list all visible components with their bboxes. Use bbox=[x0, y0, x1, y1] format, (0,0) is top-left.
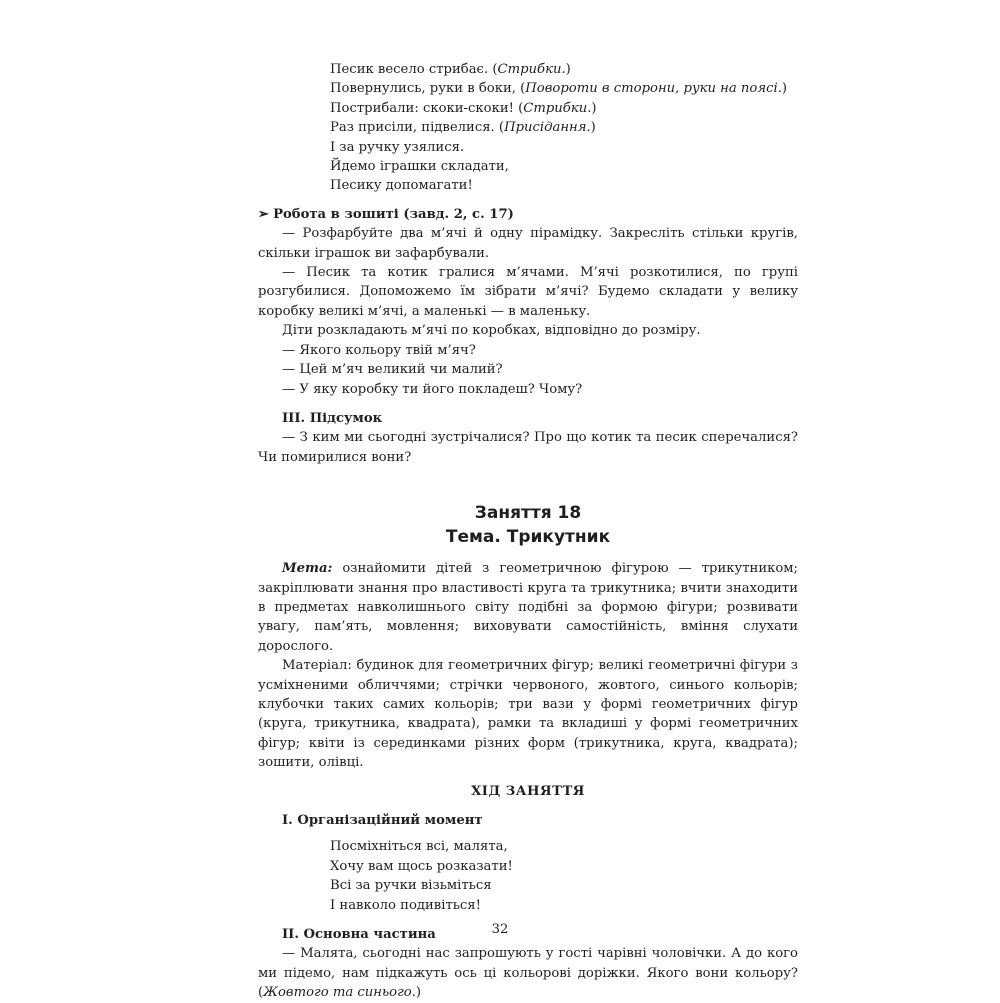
paragraph: — З ким ми сьогодні зустрічалися? Про що котик та песик сперечалися? Чи помирилися вони? bbox=[258, 430, 798, 465]
paragraph: — Розфарбуйте два м’ячі й одну пірамідку. Закресліть стільки кругів, скільки іграшок ви зафарбували. bbox=[258, 226, 798, 261]
verse-line: Повернулись, руки в боки, (Повороти в сторони, руки на поясі.) bbox=[330, 81, 788, 97]
goal-paragraph: Мета: ознайомити дітей з геометричною фігурою — трикутником; закріплювати знання про властивості круга та трикутника; вчити знаходити в предметах навколишнього світу подібні за формою фігури; розвивати увагу, пам’ять, мовлення; виховувати самостійність, вміння слухати дорослого. bbox=[258, 561, 798, 654]
material-paragraph: Матеріал: будинок для геометричних фігур; великі геометричні фігури з усміхненими обличчями; стрічки червоного, жовтого, синього кольорів; клубочки таких самих кольорів; три вази у формі геометричних фігур (круга, трикутника, квадрата), рамки та вкладиші у формі геометричних фігур; квіти із серединками різних форм (трикутника, круга, квадрата); зошити, олівці. bbox=[258, 658, 798, 771]
page-content bbox=[258, 60, 798, 1003]
material-label: Матеріал: bbox=[282, 658, 352, 674]
section-heading-summary: ІІІ. Підсумок bbox=[282, 410, 383, 426]
section-heading-org: І. Організаційний момент bbox=[282, 813, 483, 828]
lesson-topic: Тема. Трикутник bbox=[445, 527, 611, 548]
task-label: Робота в зошиті (завд. 2, с. 17) bbox=[273, 206, 514, 222]
greeting-verse bbox=[330, 837, 798, 915]
verse-line: Хочу вам щось розказати! bbox=[330, 858, 513, 874]
verse-line: Всі за ручки візьміться bbox=[330, 878, 492, 894]
page-number: 32 bbox=[491, 922, 509, 937]
course-heading: ХІД ЗАНЯТТЯ bbox=[471, 783, 585, 799]
verse-line: Посміхніться всі, малята, bbox=[330, 839, 508, 855]
paragraph: Діти розкладають м’ячі по коробках, відповідно до розміру. bbox=[282, 323, 701, 339]
verse-line: Песику допомагати! bbox=[330, 178, 473, 194]
verse-line: І за ручку узялися. bbox=[330, 139, 465, 155]
lesson-title bbox=[258, 501, 798, 549]
verse-line: Пострибали: скоки-скоки! (Стрибки.) bbox=[330, 100, 597, 116]
workbook-task bbox=[258, 205, 798, 224]
lesson-number: Заняття 18 bbox=[474, 503, 582, 524]
verse-line: Раз присіли, підвелися. (Присідання.) bbox=[330, 120, 596, 136]
verse-line: Песик весело стрибає. (Стрибки.) bbox=[330, 62, 571, 77]
paragraph: — Песик та котик гралися м’ячами. М’ячі розкотилися, по групі розгубилися. Допоможемо їм зібрати м’ячі? Будемо складати у велику коробку великі м’ячі, а маленькі — в маленьку. bbox=[258, 265, 798, 319]
paragraph: — Цей м’яч великий чи малий? bbox=[282, 362, 503, 378]
paragraph: — Малята, сьогодні нас запрошують у гості чарівні чоловічки. А до кого ми підемо, нам підкажуть ось ці кольорові доріжки. Якого вони кольору? (Жовтого та синього.) bbox=[258, 946, 798, 1001]
verse-line: І навколо подивіться! bbox=[330, 897, 481, 913]
goal-label: Мета: bbox=[282, 561, 333, 577]
section-heading-main: ІІ. Основна частина bbox=[282, 927, 436, 943]
arrow-bullet-icon: ➢ bbox=[258, 206, 270, 222]
paragraph: — У яку коробку ти його покладеш? Чому? bbox=[282, 381, 583, 397]
paragraph: — Якого кольору твій м’яч? bbox=[282, 342, 476, 358]
exercise-verse bbox=[330, 60, 798, 196]
verse-line: Йдемо іграшки складати, bbox=[330, 159, 509, 175]
